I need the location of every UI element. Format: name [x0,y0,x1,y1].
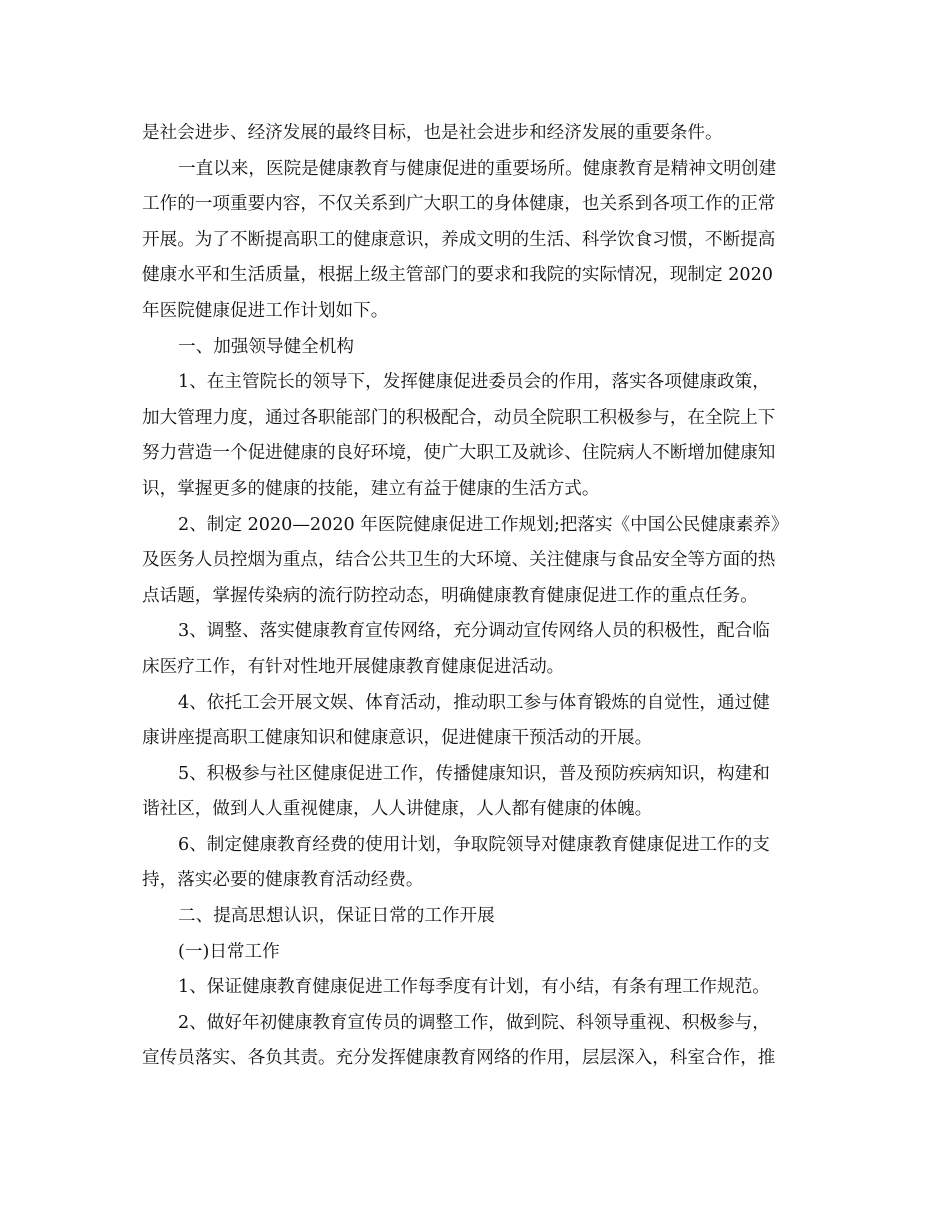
text-line: 是社会进步、经济发展的最终目标，也是社会进步和经济发展的重要条件。 [142,123,723,143]
text-line: 2、做好年初健康教育宣传员的调整工作，做到院、科领导重视、积极参与， [178,1012,770,1033]
text-line: 1、保证健康教育健康促进工作每季度有计划，有小结，有条有理工作规范。 [178,977,770,998]
text-line: 点话题，掌握传染病的流行防控动态，明确健康教育健康促进工作的重点任务。 [142,585,758,606]
text-line: 识，掌握更多的健康的技能，建立有益于健康的生活方式。 [142,478,600,499]
text-line: 4、依托工会开展文娱、体育活动，推动职工参与体育锻炼的自觉性，通过健 [178,692,770,713]
text-line: (一)日常工作 [178,941,280,962]
text-line: 1、在主管院长的领导下，发挥健康促进委员会的作用，落实各项健康政策， [178,372,770,393]
text-line: 加大管理力度，通过各职能部门的积极配合，动员全院职工积极参与，在全院上下 [142,407,776,428]
text-line: 一直以来，医院是健康教育与健康促进的重要场所。健康教育是精神文明创建 [178,158,777,179]
text-line: 健康水平和生活质量，根据上级主管部门的要求和我院的实际情况，现制定 2020 [142,265,773,286]
text-line: 2、制定 2020—2020 年医院健康促进工作规划;把落实《中国公民健康素养》 [178,514,789,535]
text-line: 持，落实必要的健康教育活动经费。 [142,870,424,891]
text-line: 谐社区，做到人人重视健康，人人讲健康，人人都有健康的体魄。 [142,799,653,820]
text-line: 康讲座提高职工健康知识和健康意识，促进健康干预活动的开展。 [142,728,653,749]
text-line: 年医院健康促进工作计划如下。 [142,300,389,321]
text-line: 努力营造一个促进健康的良好环境，使广大职工及就诊、住院病人不断增加健康知 [142,443,776,464]
text-line: 及医务人员控烟为重点，结合公共卫生的大环境、关注健康与食品安全等方面的热 [142,550,776,571]
text-line: 一、加强领导健全机构 [178,336,354,357]
text-line: 6、制定健康教育经费的使用计划，争取院领导对健康教育健康促进工作的支 [178,834,770,855]
text-line: 床医疗工作，有针对性地开展健康教育健康促进活动。 [142,656,565,677]
text-line: 工作的一项重要内容，不仅关系到广大职工的身体健康，也关系到各项工作的正常 [142,194,776,215]
document-body [142,116,810,1077]
text-line: 宣传员落实、各负其责。充分发挥健康教育网络的作用，层层深入，科室合作，推 [142,1048,776,1069]
text-line: 二、提高思想认识，保证日常的工作开展 [178,906,495,927]
text-line: 3、调整、落实健康教育宣传网络，充分调动宣传网络人员的积极性，配合临 [178,621,770,642]
text-line: 5、积极参与社区健康促进工作，传播健康知识，普及预防疾病知识，构建和 [178,763,770,784]
text-line: 开展。为了不断提高职工的健康意识，养成文明的生活、科学饮食习惯，不断提高 [142,229,776,250]
